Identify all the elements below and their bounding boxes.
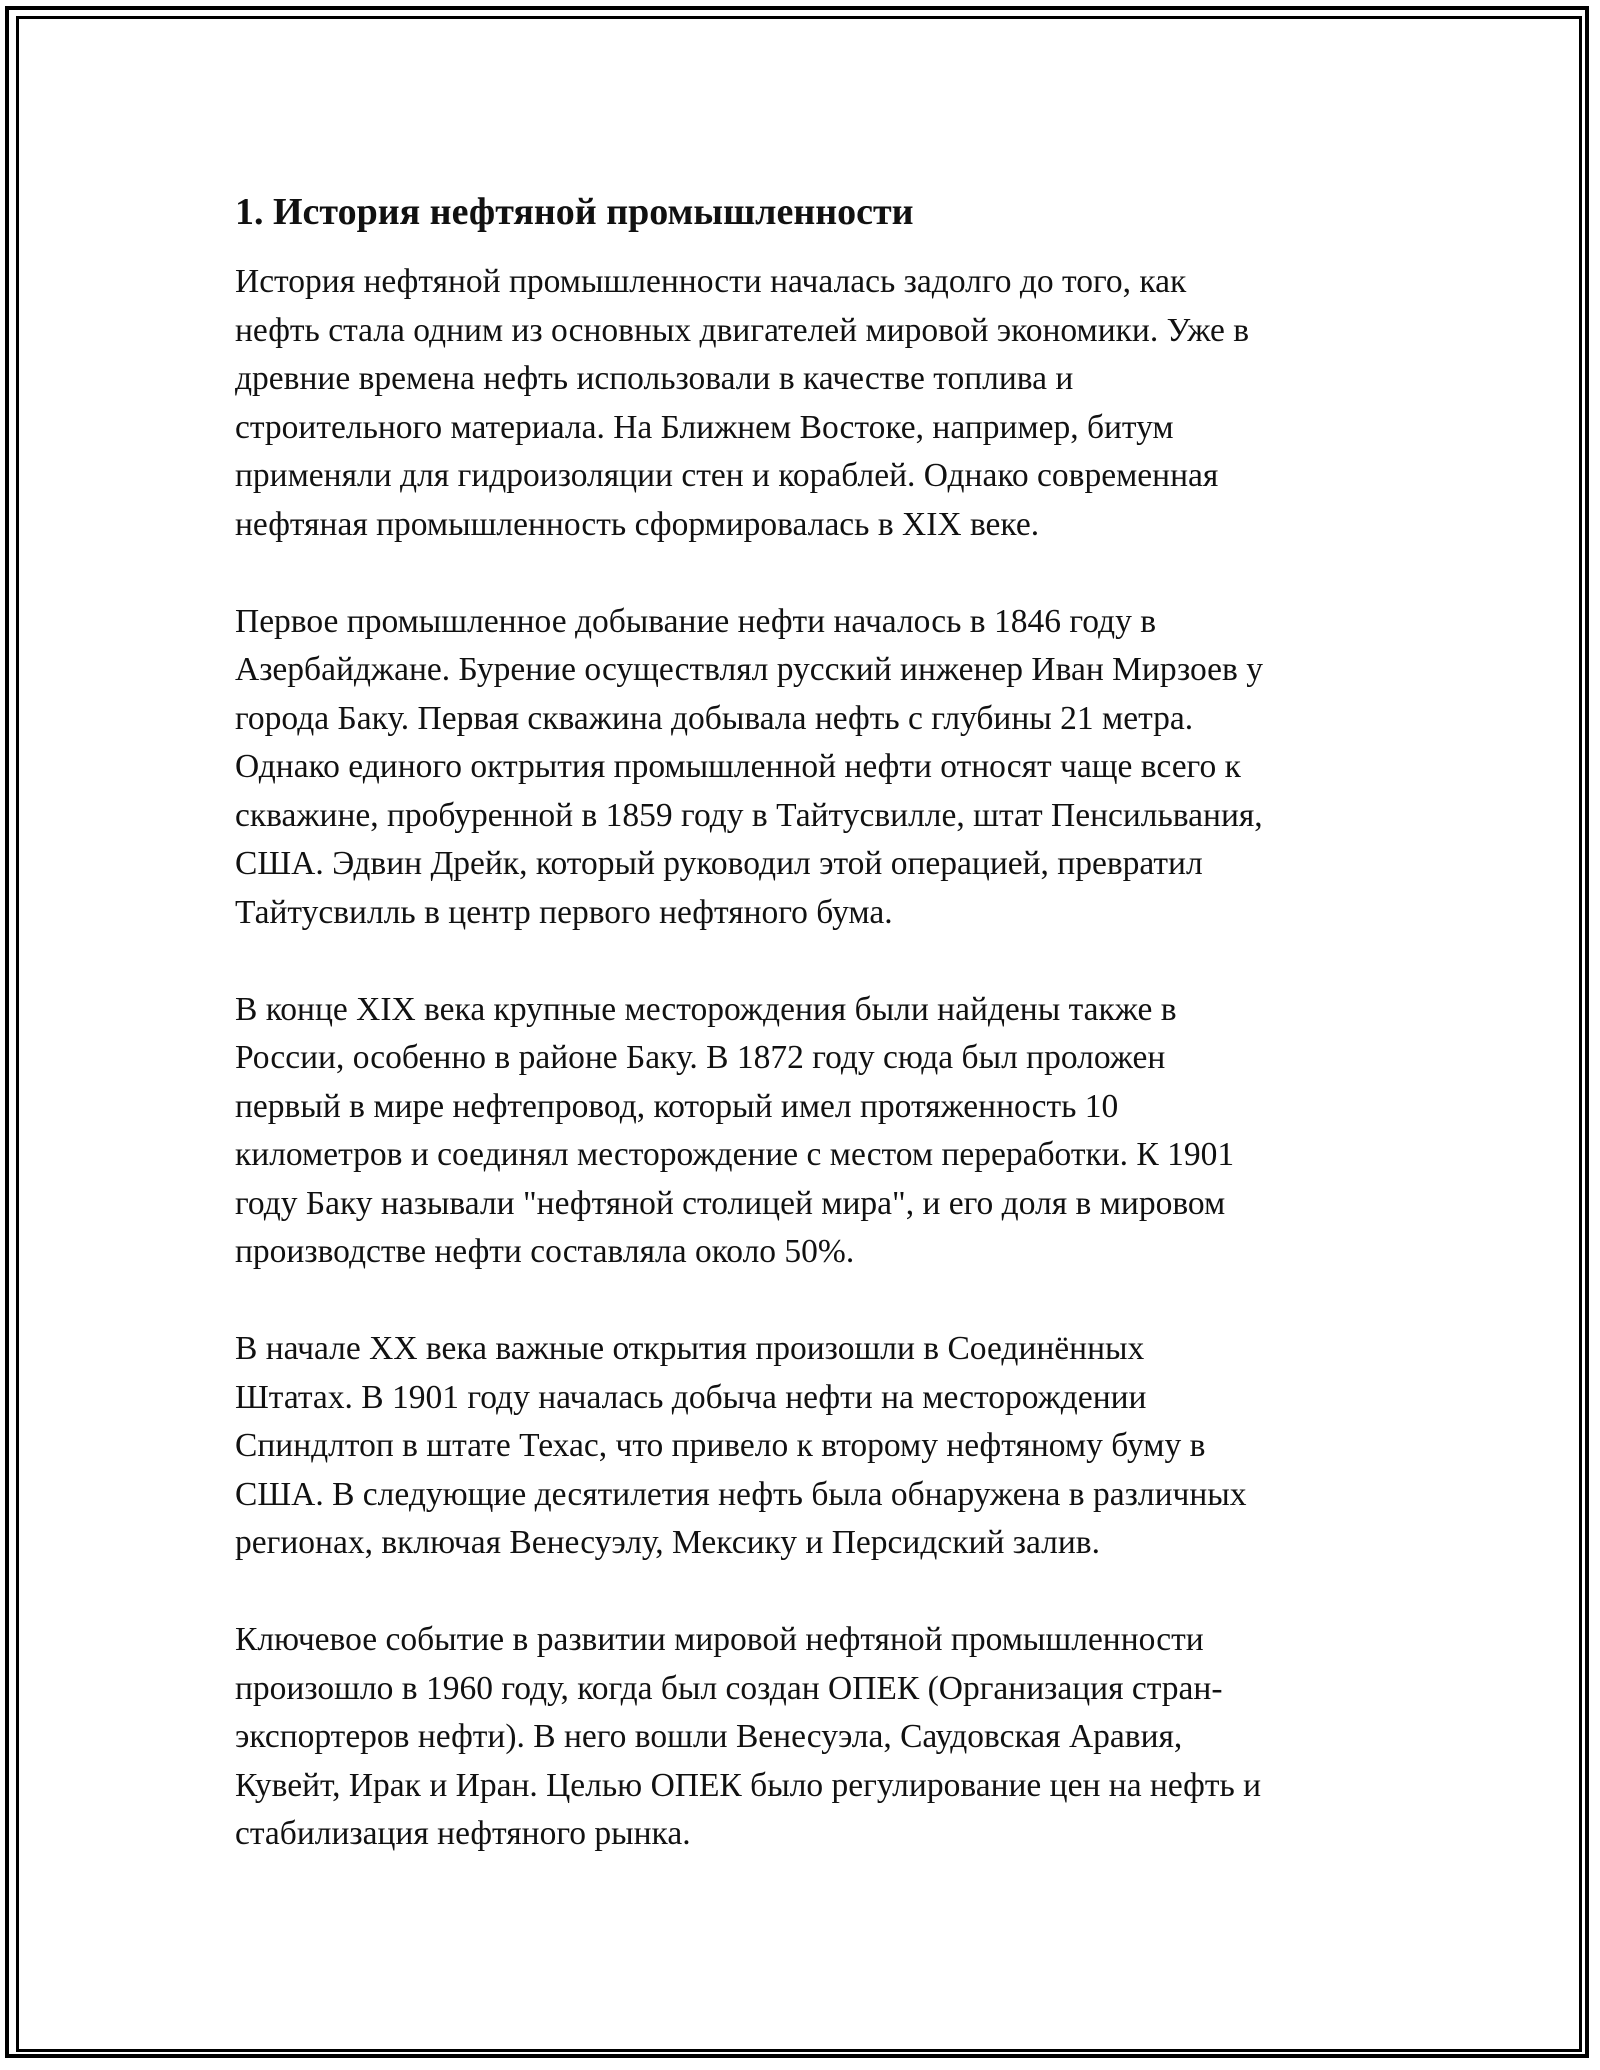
paragraph-line: Первое промышленное добывание нефти началось в 1846 году в: [235, 602, 1157, 640]
paragraph-line: Тайтусвилль в центр первого нефтяного бума.: [235, 893, 893, 931]
paragraph-line: километров и соединял месторождение с местом переработки. К 1901: [235, 1136, 1235, 1173]
paragraph-line: города Баку. Первая скважина добывала нефть с глубины 21 метра.: [235, 699, 1194, 737]
paragraph-line: В конце XIX века крупные месторождения были найдены также в: [235, 990, 1177, 1028]
paragraph-line: году Баку называли "нефтяной столицей мира", и его доля в мировом: [235, 1184, 1226, 1222]
paragraph-line: России, особенно в районе Баку. В 1872 году сюда был проложен: [235, 1039, 1166, 1076]
paragraph-line: В начале XX века важные открытия произошли в Соединённых: [235, 1330, 1145, 1367]
paragraph-line: США. В следующие десятилетия нефть была обнаружена в различных: [235, 1475, 1247, 1513]
paragraph-line: Ключевое событие в развитии мировой нефтяной промышленности: [235, 1621, 1204, 1658]
paragraph-line: производстве нефти составляла около 50%.: [235, 1233, 855, 1270]
paragraph-2: [235, 598, 1385, 938]
paragraph-line: строительного материала. На Ближнем Востоке, например, битум: [235, 408, 1174, 446]
paragraph-line: Азербайджане. Бурение осуществлял русский инженер Иван Мирзоев у: [235, 651, 1263, 688]
paragraph-line: экспортеров нефти). В него вошли Венесуэла, Саудовская Аравия,: [235, 1718, 1183, 1755]
paragraph-line: регионах, включая Венесуэлу, Мексику и Персидский залив.: [235, 1524, 1100, 1561]
paragraph-line: Кувейт, Ирак и Иран. Целью ОПЕК было регулирование цен на нефть и: [235, 1766, 1262, 1804]
paragraph-line: древние времена нефть использовали в качестве топлива и: [235, 360, 1074, 397]
paragraph-line: Спиндлтоп в штате Техас, что привело к второму нефтяному буму в: [235, 1427, 1206, 1464]
paragraph-line: Однако единого октрытия промышленной нефти относят чаще всего к: [235, 748, 1241, 785]
paragraph-line: нефтяная промышленность сформировалась в XIX веке.: [235, 505, 1040, 543]
paragraph-line: стабилизация нефтяного рынка.: [235, 1815, 691, 1852]
paragraph-line: применяли для гидроизоляции стен и кораблей. Однако современная: [235, 457, 1219, 494]
document-body: [235, 188, 1385, 1907]
paragraph-4: [235, 1325, 1385, 1568]
paragraph-1: [235, 258, 1385, 549]
paragraph-line: Штатах. В 1901 году началась добыча нефти на месторождении: [235, 1378, 1147, 1416]
paragraph-line: произошло в 1960 году, когда был создан ОПЕК (Организация стран-: [235, 1669, 1223, 1707]
paragraph-list: [235, 258, 1385, 1859]
paragraph-line: нефть стала одним из основных двигателей мировой экономики. Уже в: [235, 311, 1250, 349]
paragraph-3: [235, 986, 1385, 1277]
section-heading: 1. История нефтяной промышленности: [235, 191, 914, 233]
paragraph-line: первый в мире нефтепровод, который имел протяженность 10: [235, 1087, 1119, 1125]
paragraph-line: История нефтяной промышленности началась задолго до того, как: [235, 263, 1187, 300]
paragraph-line: США. Эдвин Дрейк, который руководил этой операцией, превратил: [235, 845, 1203, 882]
paragraph-line: скважине, пробуренной в 1859 году в Тайтусвилле, штат Пенсильвания,: [235, 796, 1263, 834]
paragraph-5: [235, 1616, 1385, 1859]
